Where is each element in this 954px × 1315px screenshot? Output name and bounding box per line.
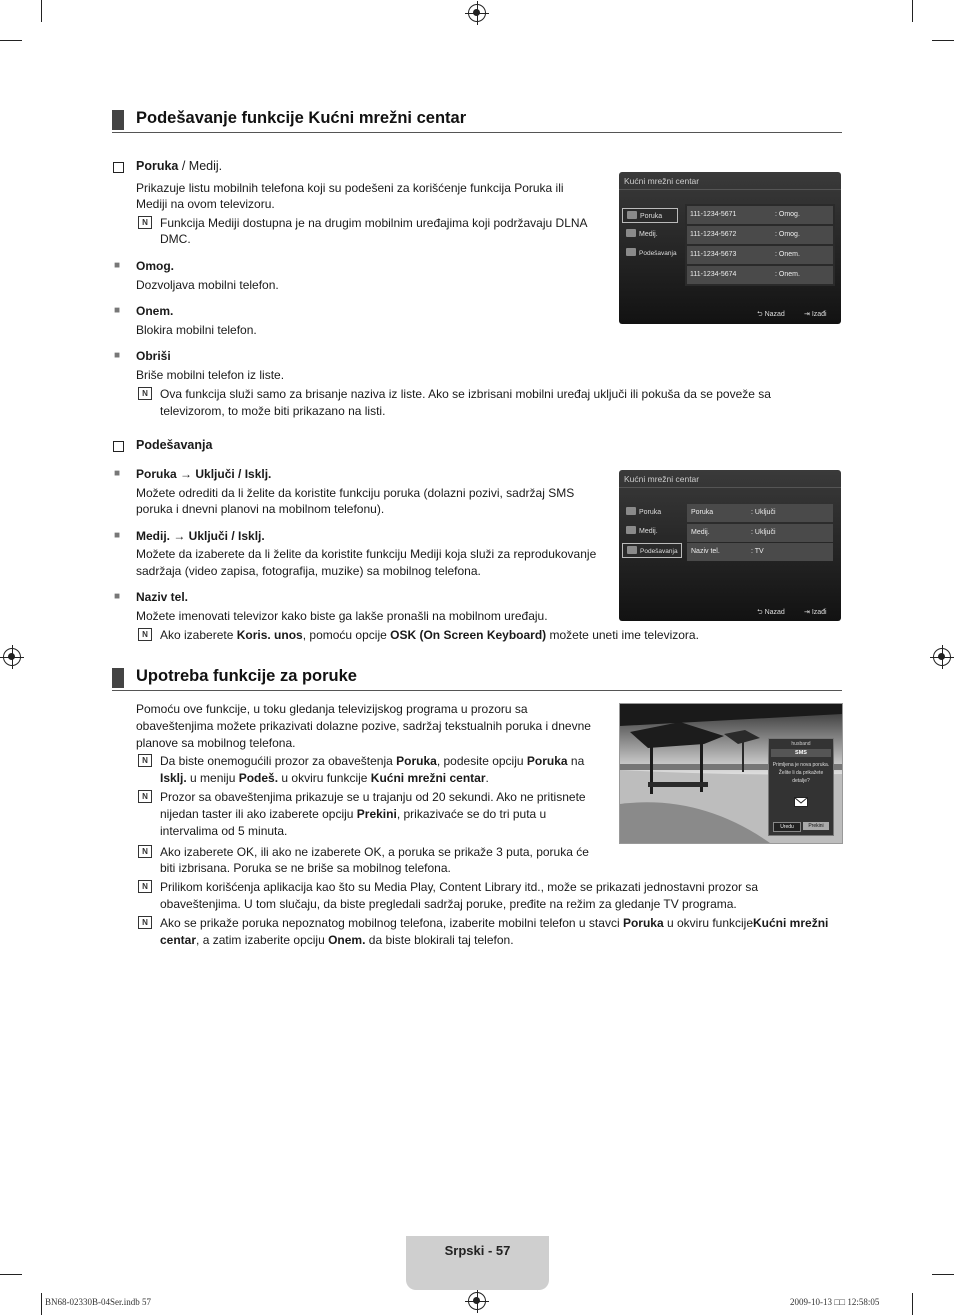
text-part: , a zatim izaberite opciju [196, 933, 329, 947]
section-title-home-network [112, 110, 842, 133]
note-icon: N [138, 880, 152, 893]
ok-button[interactable]: Uredu [773, 822, 801, 832]
note-line: Prozor sa obaveštenjima prikazuje se u trajanju od 20 sekundi. Ako ne pritisnete [160, 790, 586, 804]
text-part: Koris. unos [236, 628, 303, 642]
subheading-part: / Medij. [178, 159, 223, 173]
note-icon: N [138, 845, 152, 858]
crop-mark [0, 1274, 22, 1275]
text-part: nijedan taster ili ako izaberete opciju [160, 807, 357, 821]
table-row[interactable] [687, 246, 833, 264]
section-bar [112, 110, 124, 130]
phone-number: 111-1234-5672 [690, 231, 737, 238]
envelope-icon [794, 797, 808, 807]
page-number: Srpski - 57 [444, 1243, 511, 1258]
square-bullet-icon: ■ [114, 591, 121, 602]
note-line [160, 806, 546, 823]
crop-mark [932, 40, 954, 41]
note-line: DMC. [160, 232, 191, 246]
popup-type: SMS [771, 749, 831, 757]
square-bullet-icon: ■ [114, 350, 121, 361]
menu-label: Podešavanja [639, 250, 677, 257]
item-label: Medij. → Uključi / Isklj. [136, 529, 265, 543]
media-icon [626, 229, 636, 237]
menu-label: Poruka [639, 509, 662, 516]
item-label: Naziv tel. [136, 590, 189, 604]
divider [619, 487, 841, 488]
table-row[interactable] [687, 226, 833, 244]
note-icon: N [138, 790, 152, 803]
phone-status: : Onem. [775, 271, 800, 278]
intro-line: planove sa mobilnog telefona. [136, 736, 296, 750]
note-line [160, 753, 584, 770]
setting-name: Medij. [691, 529, 710, 536]
text-part: u okviru funkcije [278, 771, 371, 785]
text-part: Ako se prikaže poruka nepoznatog mobilnog telefona, izaberite mobilni telefon u stavci [160, 916, 623, 930]
note-line: Funkcija Mediji dostupna je na drugim mobilnim uređajima koji podržavaju DLNA [160, 216, 588, 230]
phone-number: 111-1234-5671 [690, 211, 737, 218]
note-line [160, 932, 514, 949]
crop-mark [912, 0, 913, 22]
text-part: da biste blokirali taj telefon. [365, 933, 514, 947]
crop-mark [932, 1274, 954, 1275]
note-icon: N [138, 387, 152, 400]
text-part: Poruka [622, 916, 664, 930]
text-part: Da biste onemogućili prozor za obaveštenja [160, 754, 397, 768]
table-row[interactable] [687, 543, 833, 561]
exit-icon: ⇥ [804, 609, 812, 616]
item-label: Obriši [136, 349, 171, 363]
tv-screen-panel-message-list [619, 172, 841, 324]
popup-sender: husband [791, 741, 811, 747]
exit-button[interactable] [804, 608, 827, 616]
note-icon: N [138, 216, 152, 229]
envelope-icon [626, 507, 636, 515]
setting-value: : Uključi [751, 509, 776, 516]
menu-label: Podešavanja [640, 548, 678, 555]
note-line: Ako izaberete OK, ili ako ne izaberete OK, a poruka se prikaže 3 puta, poruka će [160, 845, 589, 859]
note-line: televizorom, to može biti prikazano na listi. [160, 404, 386, 418]
exit-button[interactable] [804, 310, 827, 318]
item-text: Briše mobilni telefon iz liste. [136, 368, 285, 382]
section-title-messages [112, 668, 842, 691]
phone-status: : Omog. [775, 231, 800, 238]
setting-value: : TV [751, 548, 764, 555]
phone-status: : Omog. [775, 211, 800, 218]
registration-mark-icon [468, 1292, 486, 1310]
menu-item-podesavanja[interactable] [622, 543, 682, 558]
item-text: Dozvoljava mobilni telefon. [136, 278, 279, 292]
note-line: intervalima od 5 minuta. [160, 824, 288, 838]
item-label: Omog. [136, 259, 174, 273]
exit-label: Izađi [811, 311, 827, 318]
tv-notification-photo [619, 703, 843, 844]
note-line: obaveštenjima. U tom slučaju, da biste pregledali sadržaj poruke, pređite na režim za gledanje TV programa. [160, 897, 737, 911]
exit-icon: ⇥ [804, 311, 812, 318]
phone-status: : Onem. [775, 251, 800, 258]
square-bullet-icon: ■ [114, 260, 121, 271]
media-icon [626, 526, 636, 534]
back-label: Nazad [764, 311, 785, 318]
note-line [160, 770, 489, 787]
setting-value: : Uključi [751, 529, 776, 536]
section-bar [112, 668, 124, 688]
popup-text: Želite li da prikažete [778, 770, 824, 776]
intro-line: obaveštenjima možete prikazivati dolazne pozive, sadržaj tekstualnih poruka i dnevne [136, 719, 591, 733]
text-part: Isklj. [160, 771, 187, 785]
item-text: sadržaja (video zapisa, fotografija, muzike) sa mobilnog telefona. [136, 564, 481, 578]
text-part: Kućni mrežni [753, 916, 829, 930]
gear-icon [626, 248, 636, 256]
print-file-info: BN68-02330B-04Ser.indb 57 [45, 1297, 152, 1307]
item-text: Možete odrediti da li želite da koristite funkciju poruka (dolazni pozivi, sadržaj SMS [136, 486, 575, 500]
text-part: Poruka [396, 754, 437, 768]
crop-mark [912, 1293, 913, 1315]
text-part: , podesite opciju [436, 754, 527, 768]
menu-item-medij[interactable] [622, 524, 678, 539]
item-text: Možete imenovati televizor kako biste ga lakše pronašli na mobilnom uređaju. [136, 609, 548, 623]
text-part: centar [160, 933, 197, 947]
envelope-icon [627, 211, 637, 219]
text-part: , prikazivaće se do tri puta u [396, 807, 547, 821]
desc-line: Mediji na ovom televizoru. [136, 197, 275, 211]
crop-mark [41, 1293, 42, 1315]
note-line: biti izbrisana. Poruka se ne briše sa mobilnog telefona. [160, 861, 451, 875]
gear-icon [627, 546, 637, 554]
note-icon: N [138, 754, 152, 767]
menu-item-poruka[interactable] [622, 208, 678, 223]
subheading-poruka-medij [136, 158, 222, 175]
text-part: OSK (On Screen Keyboard) [390, 628, 547, 642]
text-part: u okviru funkcije [663, 916, 754, 930]
phone-number: 111-1234-5673 [690, 251, 737, 258]
item-text: poruka i dnevni planovi na mobilnom telefonu). [136, 502, 385, 516]
registration-mark-icon [3, 648, 21, 666]
item-text: Možete da izaberete da li želite da koristite funkciju Mediji koja služi za reprodukovanje [136, 547, 597, 561]
menu-label: Poruka [640, 213, 663, 220]
page-number-tab [406, 1236, 549, 1290]
menu-label: Medij. [639, 528, 658, 535]
text-part: , pomoću opcije [302, 628, 391, 642]
cancel-button[interactable]: Prekini [803, 822, 829, 830]
panel-title: Kućni mrežni centar [624, 474, 700, 484]
intro-line: Pomoću ove funkcije, u toku gledanja televizijskog programa u prozoru sa [136, 702, 528, 716]
tv-screen-panel-settings [619, 470, 841, 621]
phone-number: 111-1234-5674 [690, 271, 737, 278]
square-bullet-icon: ■ [114, 530, 121, 541]
panel-title: Kućni mrežni centar [624, 176, 700, 186]
registration-mark-icon [933, 648, 951, 666]
text-part: Ako izaberete [160, 628, 237, 642]
setting-name: Poruka [691, 509, 714, 516]
text-part: Podeš. [238, 771, 279, 785]
desc-line: Prikazuje listu mobilnih telefona koji su podešeni za korišćenje funkcija Poruka ili [136, 181, 564, 195]
text-part: Kućni mrežni centar [370, 771, 486, 785]
popup-text: detalje? [792, 778, 810, 784]
table-row[interactable] [687, 524, 833, 542]
item-label: Onem. [136, 304, 174, 318]
subheading-part: Poruka [136, 159, 179, 173]
text-part: Prekini [356, 807, 397, 821]
item-text: Blokira mobilni telefon. [136, 323, 257, 337]
registration-mark-icon [468, 4, 486, 22]
square-bullet-icon: ■ [114, 468, 121, 479]
checkbox-bullet-icon [113, 441, 124, 452]
popup-text: Primljena je nova poruka. [772, 762, 830, 768]
crop-mark [0, 40, 22, 41]
text-part: . [485, 771, 489, 785]
text-part: na [567, 754, 585, 768]
back-label: Nazad [764, 609, 785, 616]
text-part: Onem. [328, 933, 366, 947]
note-line [160, 915, 828, 932]
notification-popup [768, 738, 834, 836]
menu-item-podesavanja[interactable] [622, 246, 678, 261]
text-part: Poruka [526, 754, 568, 768]
print-date-info: 2009-10-13 □□ 12:58:05 [790, 1297, 880, 1307]
return-icon: ⮌ [757, 609, 765, 616]
return-icon: ⮌ [757, 311, 765, 318]
back-button[interactable] [757, 310, 785, 321]
note-line: Prilikom korišćenja aplikacija kao što su Media Play, Content Library itd., može se prikazati jednostavni prozor sa [160, 880, 759, 894]
checkbox-bullet-icon [113, 162, 124, 173]
square-bullet-icon: ■ [114, 305, 121, 316]
divider [619, 189, 841, 190]
item-label: Poruka → Uključi / Isklj. [136, 467, 272, 481]
subheading-podesavanja: Podešavanja [136, 438, 213, 452]
text-part: u meniju [186, 771, 239, 785]
back-button[interactable] [757, 608, 785, 619]
note-line [160, 627, 699, 644]
note-line: Ova funkcija služi samo za brisanje naziva iz liste. Ako se izbrisani mobilni uređaj uključi ili pokuša da se poveže sa [160, 387, 771, 401]
section-title-text: Upotreba funkcije za poruke [136, 667, 357, 685]
menu-label: Medij. [639, 231, 658, 238]
menu-item-medij[interactable] [622, 227, 678, 242]
table-row[interactable] [687, 504, 833, 522]
note-icon: N [138, 916, 152, 929]
crop-mark [41, 0, 42, 22]
menu-item-poruka[interactable] [622, 505, 678, 520]
exit-label: Izađi [811, 609, 827, 616]
table-row[interactable] [687, 266, 833, 284]
note-icon: N [138, 628, 152, 641]
section-title-text: Podešavanje funkcije Kućni mrežni centar [136, 109, 467, 127]
table-row[interactable] [687, 206, 833, 224]
text-part: možete uneti ime televizora. [546, 628, 699, 642]
setting-name: Naziv tel. [691, 548, 720, 555]
